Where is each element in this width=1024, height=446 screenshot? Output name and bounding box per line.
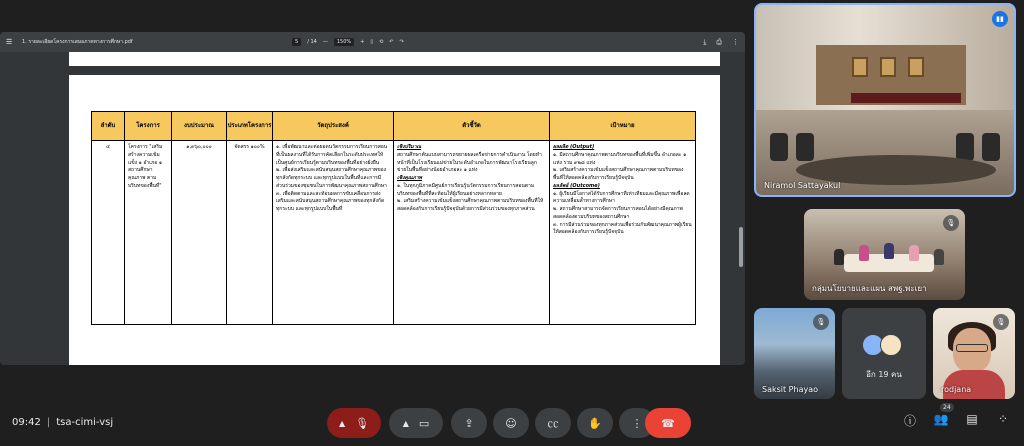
person <box>909 245 919 261</box>
clock: 09:42 <box>12 417 41 428</box>
portrait <box>908 57 924 77</box>
table-row <box>92 141 696 325</box>
undo-icon[interactable]: ↶ <box>389 39 394 45</box>
zoom-out-icon[interactable]: — <box>322 39 328 45</box>
cell-objectives <box>273 141 394 325</box>
chair <box>956 133 974 161</box>
end-call-icon: ☎ <box>661 416 675 430</box>
people-icon[interactable]: 👥 <box>933 412 949 426</box>
menu-icon[interactable]: ☰ <box>6 38 13 46</box>
target-item: ๒. เสริมสร้างความเข้มแข็งสถานศึกษาคุณภาพตามบริบทของพื้นที่ให้สอดคล้องกับการเรียนรู้ปัจจุบัน <box>553 167 684 181</box>
target-item: ๓. การมีส่วนร่วมของทุกภาคส่วนเพื่อร่วมกันพัฒนาคุณภาพผู้เรียนให้สอดคล้องกับการเรียนรู้ปัจจุบัน <box>553 221 692 236</box>
mic-off-icon: 🎙 <box>993 314 1009 330</box>
participant-tile-rodjana[interactable] <box>933 308 1015 399</box>
cell-no: ๔ <box>92 141 125 325</box>
header-targets: เป้าหมาย <box>550 112 696 141</box>
header-no: ลำดับ <box>92 112 125 141</box>
print-icon[interactable]: ⎙ <box>716 37 722 46</box>
page-number-input[interactable]: 5 <box>292 38 301 46</box>
hand-icon: ✋ <box>588 416 602 430</box>
rotate-icon[interactable]: ⟲ <box>379 39 384 45</box>
page-total: / 14 <box>307 39 317 45</box>
separator: | <box>46 417 51 428</box>
person <box>834 249 844 265</box>
shared-pdf-viewer <box>0 32 745 365</box>
mic-off-icon: 🎙 <box>943 215 959 231</box>
chevron-up-icon: ▲ <box>338 418 346 428</box>
cell-type: จัดสรร ๑๐๐% <box>227 141 273 325</box>
people-count-badge: 24 <box>940 403 954 412</box>
participant-name: กลุ่มนโยบายและแผน สพฐ.พะเยา <box>812 284 927 293</box>
indicator-item: ๒. เสริมสร้างความเข้มแข็งสถานศึกษาคุณภาพตามบริบทของพื้นที่ให้สอดคล้องกับการเรียนรู้ปัจจุบันด้วยการมีส่วนร่วมของทุกภาคส่วน <box>397 198 544 212</box>
previous-page-edge <box>69 52 720 66</box>
cell-indicators <box>394 141 550 325</box>
indicator-qual-title: เชิงคุณภาพ <box>397 175 422 181</box>
control-bar <box>0 400 1024 446</box>
activities-icon[interactable]: ⁘ <box>997 412 1009 426</box>
portrait <box>880 57 896 77</box>
objective-item: ๑. เพื่อพัฒนาและต่อยอดนวัตกรรมการเรียนการสอนที่เป็นผลงานที่ได้รับการคัดเลือกในระดับประเทศให้เป็นศูนย์การเรียนรู้ตามบริบทของพื้นที่อย่างยั่งยืน <box>276 144 388 166</box>
participant-tile-saksit[interactable] <box>754 308 835 399</box>
camera-icon: ▭ <box>418 416 430 430</box>
target-output-title: ผลผลิต (Output) <box>553 144 595 150</box>
mic-off-icon: 🎙 <box>355 416 370 430</box>
cell-project: โครงการ "เสริมสร้างความเข้มแข็ง ๑ อำเภอ ๑ สถานศึกษาคุณภาพ ตามบริบทของพื้นที่" <box>125 141 172 325</box>
pdf-filename: 1. รายละเอียดโครงการเสมอภาคทางการศึกษา.pdf <box>22 39 133 45</box>
header-objectives: วัตถุประสงค์ <box>273 112 394 141</box>
others-count: อีก 19 คน <box>866 370 902 379</box>
more-icon[interactable]: ⋮ <box>732 37 739 46</box>
cell-targets <box>550 141 696 325</box>
header-project: โครงการ <box>125 112 172 141</box>
present-button[interactable] <box>451 408 487 438</box>
pdf-toolbar <box>0 32 745 52</box>
others-tile[interactable] <box>842 308 926 399</box>
room-sign <box>851 93 961 103</box>
objective-item: ๓. เพื่อติดตามและสะท้อนผลการขับเคลื่อนการส่งเสริมและสนับสนุนสถานศึกษาคุณภาพของทุกสังกัดทุกระบบ และทุกรูปแบบในพื้นที่ <box>276 190 385 212</box>
indicator-item: ๑. ในทุกภูมิภาคมีศูนย์การเรียนรู้นวัตกรรมการเรียนการสอนตามบริบทของพื้นที่ที่สะท้อนให้ผู้เรียนอย่างหลากหลาย <box>397 182 535 197</box>
cell-budget: ๑,๙๖๐,๐๐๐ <box>172 141 227 325</box>
participant-name: Saksit Phayao <box>762 385 819 394</box>
chat-icon[interactable]: ▤ <box>966 412 978 426</box>
captions-button[interactable] <box>535 408 571 438</box>
meeting-info <box>12 417 113 428</box>
camera-toggle-button[interactable] <box>389 408 443 438</box>
redo-icon[interactable]: ↷ <box>399 39 404 45</box>
zoom-level[interactable]: 150% <box>334 38 354 46</box>
header-indicators: ตัวชี้วัด <box>394 112 550 141</box>
person <box>934 249 944 265</box>
person <box>884 243 894 259</box>
target-outcome-title: ผลลัพธ์ (Outcome) <box>553 182 600 189</box>
download-icon[interactable]: ⤓ <box>703 37 707 46</box>
info-icon[interactable]: ⓘ <box>903 414 916 428</box>
table-header-row <box>92 112 696 141</box>
emoji-icon: ☺ <box>505 416 517 430</box>
avatar <box>880 334 902 356</box>
participant-name: rodjana <box>941 385 972 394</box>
portrait <box>852 57 868 77</box>
present-icon: ⇪ <box>464 416 474 430</box>
raise-hand-button[interactable] <box>577 408 613 438</box>
person <box>859 245 869 261</box>
project-table <box>91 111 696 325</box>
fit-page-icon[interactable]: ▯ <box>370 39 374 45</box>
target-item: ๑. ผู้เรียนมีโอกาสได้รับการศึกษาที่เท่าเทียมและมีคุณภาพเพื่อลดความเหลื่อมล้ำทางการศึกษา <box>553 190 690 205</box>
end-call-button[interactable] <box>645 408 691 438</box>
chair <box>796 133 814 161</box>
pdf-scrollbar[interactable] <box>739 227 743 267</box>
reactions-button[interactable] <box>493 408 529 438</box>
speaking-indicator-icon: ▮▮ <box>992 11 1008 27</box>
chair <box>982 133 1000 161</box>
captions-icon: ㏄ <box>547 417 559 430</box>
glasses <box>956 344 988 352</box>
indicator-quant-title: เชิงปริมาณ <box>397 144 422 150</box>
more-vert-icon: ⋮ <box>631 416 643 430</box>
chair <box>770 133 788 161</box>
chevron-up-icon: ▲ <box>402 418 409 428</box>
header-budget: งบประมาณ <box>172 112 227 141</box>
target-item: ๑. มีสถานศึกษาคุณภาพตามบริบทของพื้นที่เพิ่มขึ้น อำเภอละ ๑ แห่ง รวม ๙๒๘ แห่ง <box>553 151 687 166</box>
mic-toggle-button[interactable] <box>327 408 381 438</box>
target-item: ๒. สถานศึกษาสามารถจัดการเรียนการสอนได้อย่างมีคุณภาพสอดคล้องตามบริบทของสถานศึกษา <box>553 206 683 220</box>
pdf-page <box>69 75 720 365</box>
indicator-quant: สถานศึกษาต้นแบบสามารถขยายผลเครือข่ายการดำเนินงาน โดยทำหน้าที่เป็นโรงเรียนแม่ข่ายในระดับอำเภอในการพัฒนาโรงเรียนลูกข่ายในพื้นที่อย่างน้อยอำเภอละ ๑ แห่ง <box>397 151 542 174</box>
zoom-in-icon[interactable]: + <box>360 39 365 45</box>
participant-tile-room[interactable] <box>804 209 965 300</box>
participant-tile-main[interactable] <box>754 3 1016 197</box>
objective-item: ๒. เพื่อส่งเสริมและสนับสนุนสถานศึกษาคุณภาพของทุกสังกัดทุกระบบ และทุกรูปแบบในพื้นที่และการมีส่วนร่วมของชุมชนในการพัฒนาคุณภาพสถานศึกษา <box>276 167 387 189</box>
meeting-code: tsa-cimi-vsj <box>56 417 114 428</box>
participant-name: Niramol Sattayakul <box>764 181 841 190</box>
mic-off-icon: 🎙 <box>813 314 829 330</box>
header-type: ประเภทโครงการ <box>227 112 273 141</box>
